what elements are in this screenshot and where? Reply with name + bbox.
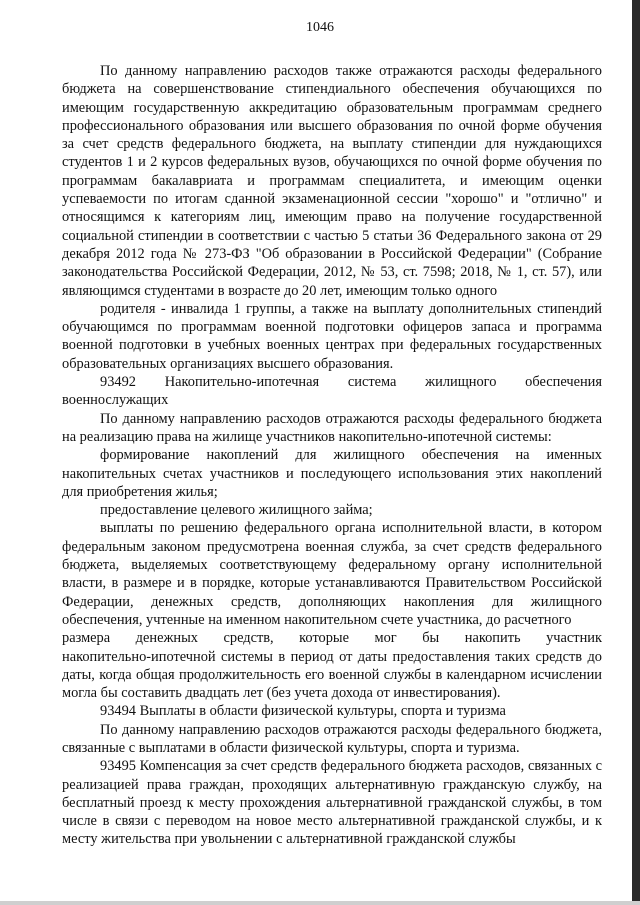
- line-razmera: [62, 629, 602, 647]
- paragraph-93494-description: По данному направлению расходов отражаются расходы федерального бюджета, связанные с выплатами в области физической культуры, спорта и туризма.: [62, 721, 602, 756]
- paragraph-payments-continued: накопительно-ипотечной системы в период от даты предоставления таких средств до даты, когда общая продолжительность его военной службы в календарном исчислении могла бы составить двадцать лет (без учета дохода от инвестирования).: [62, 648, 602, 702]
- paragraph-93492-description: По данному направлению расходов отражаются расходы федерального бюджета на реализацию права на жилище участников накопительно-ипотечной системы:: [62, 410, 602, 445]
- paragraph-stipend-continued: родителя - инвалида 1 группы, а также на выплату дополнительных стипендий обучающимся по программам военной подготовки офицеров запаса и программа военной подготовки в учебных военных центрах при федеральных государственных образовательных организациях высшего образования.: [62, 300, 602, 372]
- paragraph-stipend: По данному направлению расходов также отражаются расходы федерального бюджета на совершенствование стипендиального обеспечения обучающихся по имеющим государственную аккредитацию образовательным программам среднего профессионального образования или высшего образования по очной форме обучения за счет средств федерального бюджета, на выплату стипендии для нуждающихся студентов 1 и 2 курсов федеральных вузов, обучающихся по очной форме обучения по программам бакалавриата и программам специалитета, и имеющим оценки успеваемости по итогам сданной экзаменационной сессии "хорошо" и "отлично" и относящимся к категориям лиц, имеющим право на получение государственной социальной стипендии в соответствии с частью 5 статьи 36 Федерального закона от 29 декабря 2012 года № 273-ФЗ "Об образовании в Российской Федерации" (Собрание законодательства Российской Федерации, 2012, № 53, ст. 7598; 2018, № 1, ст. 57), или являющимся студентами в возрасте до 20 лет, имеющим только одного: [62, 63, 602, 299]
- scan-edge-bottom: [0, 901, 640, 905]
- line-razmera-word-1: размера: [62, 630, 111, 647]
- heading-93492-word-3: жилищного: [425, 374, 497, 391]
- heading-93492-word-1: Накопительно-ипотечная: [164, 374, 320, 391]
- paragraph-payments-decision: выплаты по решению федерального органа исполнительной власти, в котором федеральным законом предусмотрена военная служба, за счет средств федерального бюджета, выделяемых соответствующему федеральному органу исполнительной власти, в размере и в порядке, которые устанавливаются Правительством Российской Федерации, денежных средств, дополняющих накопления для жилищного обеспечения, учтенные на именном накопительном счете участника, до расчетного: [62, 520, 602, 628]
- page-number: 1046: [306, 20, 334, 35]
- heading-93495: 93495 Компенсация за счет средств федерального бюджета расходов, связанных с реализацией права граждан, проходящих альтернативную гражданскую службу, на бесплатный проезд к месту прохождения альтернативной гражданской службы, в том числе в связи с переводом на новое место альтернативной гражданской службы, и к месту жительства при увольнении с альтернативной гражданской службы: [62, 758, 602, 848]
- heading-93494: 93494 Выплаты в области физической культуры, спорта и туризма: [100, 703, 506, 720]
- paragraph-savings-formation: формирование накоплений для жилищного обеспечения на именных накопительных счетах участников и последующего использования этих накоплений для приобретения жилья;: [62, 447, 602, 500]
- heading-93492-tail: военнослужащих: [62, 392, 169, 409]
- line-razmera-word-7: накопить: [464, 630, 521, 647]
- paragraph-housing-loan: предоставление целевого жилищного займа;: [100, 502, 373, 519]
- line-razmera-word-3: средств,: [223, 630, 274, 647]
- scan-edge-right: [632, 0, 640, 905]
- heading-93492-code: 93492: [100, 374, 136, 391]
- line-razmera-word-8: участник: [546, 630, 602, 647]
- line-razmera-word-5: мог: [374, 630, 397, 647]
- heading-93492: [62, 373, 602, 391]
- line-razmera-word-6: бы: [422, 630, 440, 647]
- heading-93492-word-2: система: [347, 374, 397, 391]
- line-razmera-word-4: которые: [299, 630, 349, 647]
- document-body: [62, 62, 602, 849]
- line-razmera-word-2: денежных: [135, 630, 198, 647]
- heading-93492-word-4: обеспечения: [525, 374, 602, 391]
